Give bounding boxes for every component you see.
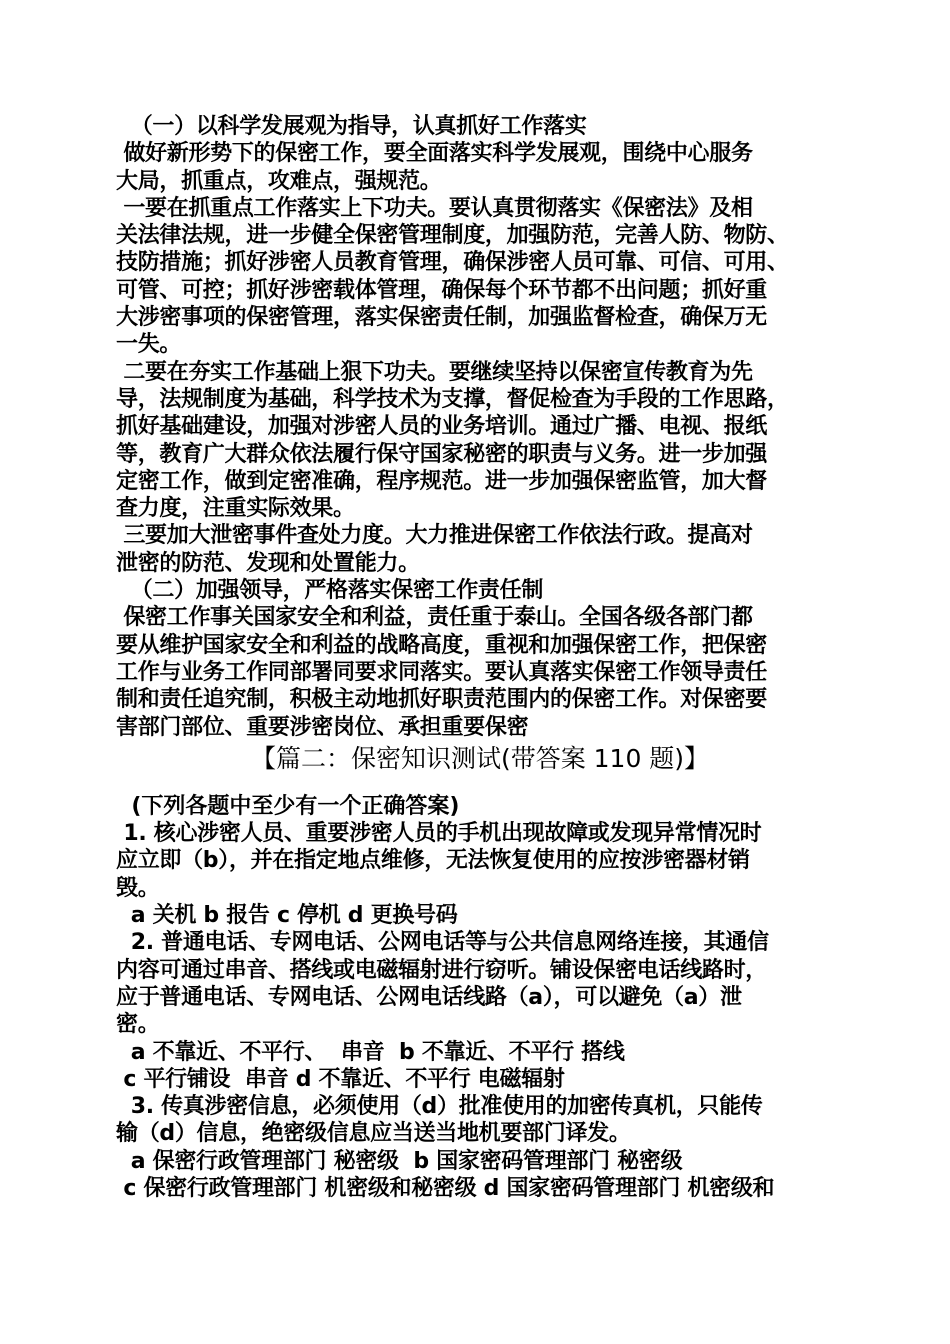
answer-options: a 不靠近、不平行、 串音 b 不靠近、不平行 搭线 xyxy=(116,1039,625,1065)
section1-line: 做好新形势下的保密工作，要全面落实科学发展观，围绕中心服务 xyxy=(116,141,753,167)
section1-line: 导，法规制度为基础，科学技术为支撑，督促检查为手段的工作思路， xyxy=(116,386,789,412)
question-line: 应立即（b），并在指定地点维修，无法恢复使用的应按涉密器材销 xyxy=(116,848,750,874)
section1-line: 三要加大泄密事件查处力度。大力推进保密工作依法行政。提高对 xyxy=(116,523,753,549)
question-line: 1. 核心涉密人员、重要涉密人员的手机出现故障或发现异常情况时 xyxy=(116,821,762,847)
section2-heading: （二）加强领导，严格落实保密工作责任制 xyxy=(116,578,544,604)
answer-options: a 关机 b 报告 c 停机 d 更换号码 xyxy=(116,903,458,929)
question-line: 密。 xyxy=(116,1012,160,1038)
section2-line: 害部门部位、重要涉密岗位、承担重要保密 xyxy=(116,714,529,740)
section1-line: 查力度，注重实际效果。 xyxy=(116,496,355,522)
question-line: 2. 普通电话、专网电话、公网电话等与公共信息网络连接，其通信 xyxy=(116,930,769,956)
section1-line: 可管、可控；抓好涉密载体管理，确保每个环节都不出问题；抓好重 xyxy=(116,277,768,303)
section2-line: 工作与业务工作同部署同要求同落实。要认真落实保密工作领导责任 xyxy=(116,659,768,685)
section1-heading: （一）以科学发展观为指导，认真抓好工作落实 xyxy=(116,114,587,139)
section1-line: 一失。 xyxy=(116,332,182,358)
question-line: 3. 传真涉密信息，必须使用（d）批准使用的加密传真机，只能传 xyxy=(116,1094,763,1120)
section1-line: 一要在抓重点工作落实上下功夫。要认真贯彻落实《保密法》及相 xyxy=(116,195,753,221)
section2-line: 保密工作事关国家安全和利益，责任重于泰山。全国各级各部门都 xyxy=(116,605,753,631)
section2-line: 制和责任追究制，积极主动地抓好职责范围内的保密工作。对保密要 xyxy=(116,687,768,713)
section1-line: 大局，抓重点，攻难点，强规范。 xyxy=(116,168,442,194)
section1-line: 关法律法规，进一步健全保密管理制度，加强防范，完善人防、物防、 xyxy=(116,223,789,249)
section1-line: 抓好基础建设，加强对涉密人员的业务培训。通过广播、电视、报纸 xyxy=(116,414,768,440)
section1-line: 定密工作，做到定密准确，程序规范。进一步加强保密监管，加大督 xyxy=(116,468,768,494)
question-line: 应于普通电话、专网电话、公网电话线路（a），可以避免（a）泄 xyxy=(116,984,742,1010)
section1-line: 大涉密事项的保密管理，落实保密责任制，加强监督检查，确保万无 xyxy=(116,305,768,331)
section1-line: 等，教育广大群众依法履行保守国家秘密的职责与义务。进一步加强 xyxy=(116,441,768,467)
answer-options: a 保密行政管理部门 秘密级 b 国家密码管理部门 秘密级 xyxy=(116,1148,683,1174)
section1-line: 泄密的防范、发现和处置能力。 xyxy=(116,550,420,576)
spacer xyxy=(116,777,844,793)
section1-line: 技防措施；抓好涉密人员教育管理，确保涉密人员可靠、可信、可用、 xyxy=(116,250,789,276)
section2-line: 要从维护国家安全和利益的战略高度，重视和加强保密工作，把保密 xyxy=(116,632,768,658)
part2-instruction: (下列各题中至少有一个正确答案) xyxy=(116,793,460,819)
question-line: 毁。 xyxy=(116,875,160,901)
question-line: 输（d）信息，绝密级信息应当送当地机要部门译发。 xyxy=(116,1121,631,1147)
part2-title: 【篇二：保密知识测试(带答案 110 题)】 xyxy=(250,743,710,773)
section1-line: 二要在夯实工作基础上狠下功夫。要继续坚持以保密宣传教育为先 xyxy=(116,359,753,385)
question-line: 内容可通过串音、搭线或电磁辐射进行窃听。铺设保密电话线路时， xyxy=(116,957,768,983)
answer-options: c 保密行政管理部门 机密级和秘密级 d 国家密码管理部门 机密级和 xyxy=(116,1175,775,1201)
document-page xyxy=(116,113,844,1202)
answer-options: c 平行铺设 串音 d 不靠近、不平行 电磁辐射 xyxy=(116,1066,565,1092)
